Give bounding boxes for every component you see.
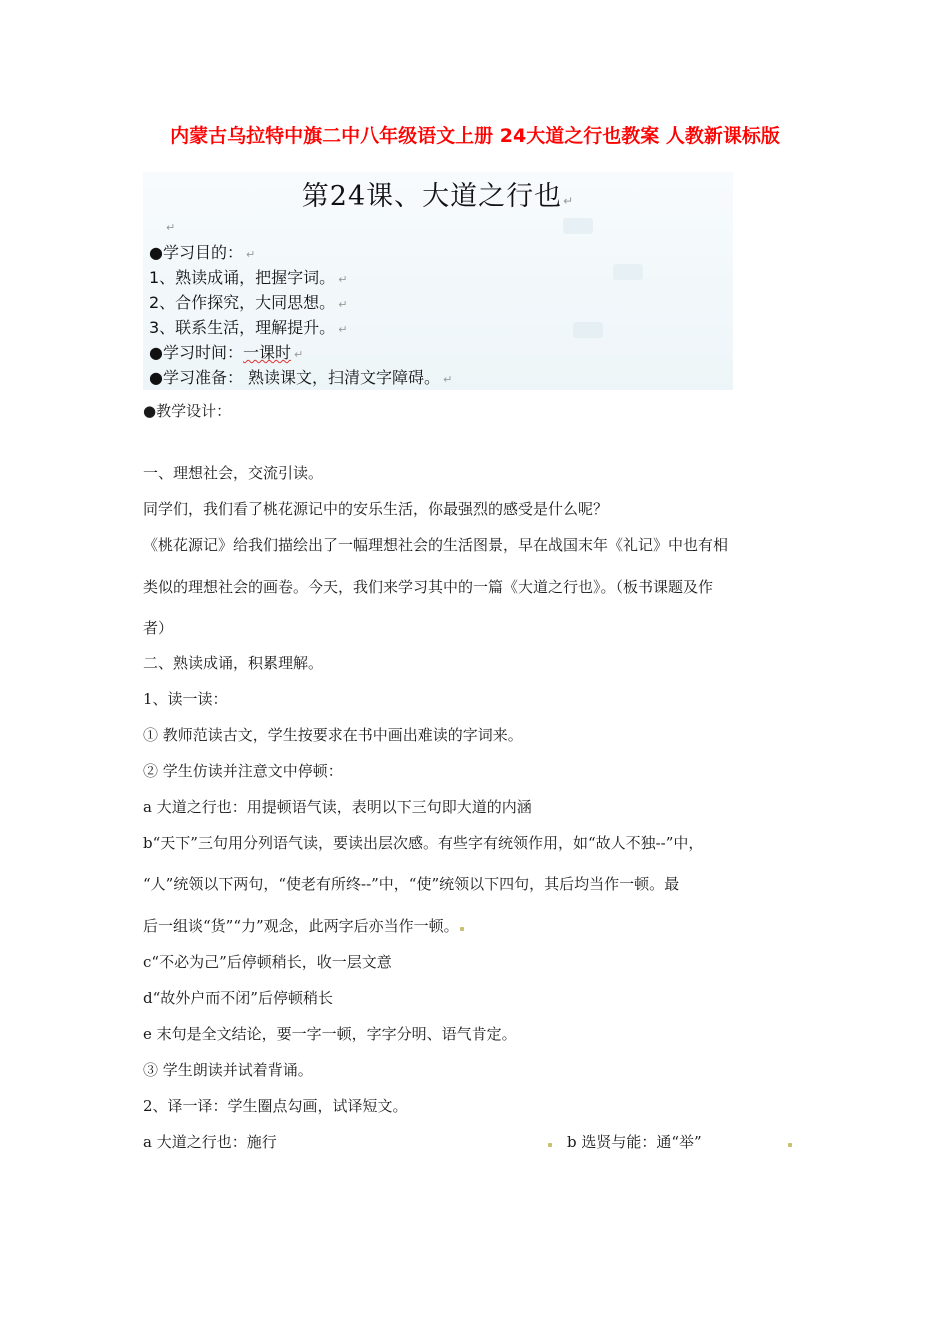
section-1-paragraph-2-line-3: 者） (143, 619, 174, 637)
slide-line-goal-2: 2、合作探究，大同思想。 ↵ (149, 293, 348, 312)
translation-item-a: a 大道之行也：施行 (143, 1133, 277, 1151)
slide-title (143, 174, 733, 213)
document-title: 内蒙古乌拉特中旗二中八年级语文上册 24大道之行也教案 人教新课标版 (170, 125, 780, 147)
step-1-item-1: ① 教师范读古文，学生按要求在书中画出难读的字词来。 (143, 726, 523, 744)
section-1-paragraph-1: 同学们，我们看了桃花源记中的安乐生活，你最强烈的感受是什么呢？ (143, 500, 609, 518)
step-1-heading: 1、读一读： (143, 690, 228, 708)
marker-icon (788, 1143, 792, 1147)
slide-line-goal-3: 3、联系生活，理解提升。 ↵ (149, 318, 348, 337)
slide-image (143, 172, 733, 390)
pause-item-b-line-3: 后一组谈“货”“力”观念，此两字后亦当作一顿。 (143, 915, 465, 936)
section-1-heading: 一、理想社会，交流引读。 (143, 464, 324, 482)
section-1-paragraph-2-line-1: 《桃花源记》给我们描绘出了一幅理想社会的生活图景，早在战国末年《礼记》中也有相 (143, 536, 729, 554)
step-1-item-2: ② 学生仿读并注意文中停顿： (143, 762, 343, 780)
paragraph-mark-icon: ↵ (563, 194, 575, 208)
pause-item-a: a 大道之行也：用提顿语气读，表明以下三句即大道的内涵 (143, 798, 532, 816)
pause-item-c: c“不必为己”后停顿稍长，收一层文意 (143, 953, 392, 971)
slide-line-goal-heading: ●学习目的： ↵ (149, 243, 256, 262)
step-2-heading: 2、译一译：学生圈点勾画，试译短文。 (143, 1097, 408, 1115)
step-1-item-3: ③ 学生朗读并试着背诵。 (143, 1061, 313, 1079)
watermark-icon (573, 322, 603, 338)
marker-icon (548, 1143, 552, 1147)
slide-line-time: ●学习时间：一课时 ↵ (149, 343, 304, 362)
watermark-icon (563, 218, 593, 234)
paragraph-mark-icon: ↵ (166, 221, 176, 234)
watermark-icon (613, 264, 643, 280)
slide-line-goal-1: 1、熟读成诵，把握字词。 ↵ (149, 268, 348, 287)
teaching-design-heading: ●教学设计： (143, 402, 232, 420)
translation-item-b: b 选贤与能：通“举” (567, 1133, 702, 1151)
slide-title-text: 第24课、大道之行也 (301, 181, 563, 212)
section-2-heading: 二、熟读成诵，积累理解。 (143, 654, 324, 672)
section-1-paragraph-2-line-2: 类似的理想社会的画卷。今天，我们来学习其中的一篇《大道之行也》。（板书课题及作 (143, 578, 714, 596)
pause-item-b-line-1: b“天下”三句用分列语气读，要读出层次感。有些字有统领作用，如“故人不独--”中， (143, 834, 704, 852)
pause-item-b-line-2: “人”统领以下两句，“使老有所终--”中，“使”统领以下四句，其后均当作一顿。最 (143, 875, 680, 893)
slide-line-prep: ●学习准备： 熟读课文，扫清文字障碍。 ↵ (149, 368, 453, 387)
pause-item-d: d“故外户而不闭”后停顿稍长 (143, 989, 333, 1007)
pause-item-e: e 末句是全文结论，要一字一顿，字字分明、语气肯定。 (143, 1025, 517, 1043)
marker-icon (460, 927, 464, 931)
